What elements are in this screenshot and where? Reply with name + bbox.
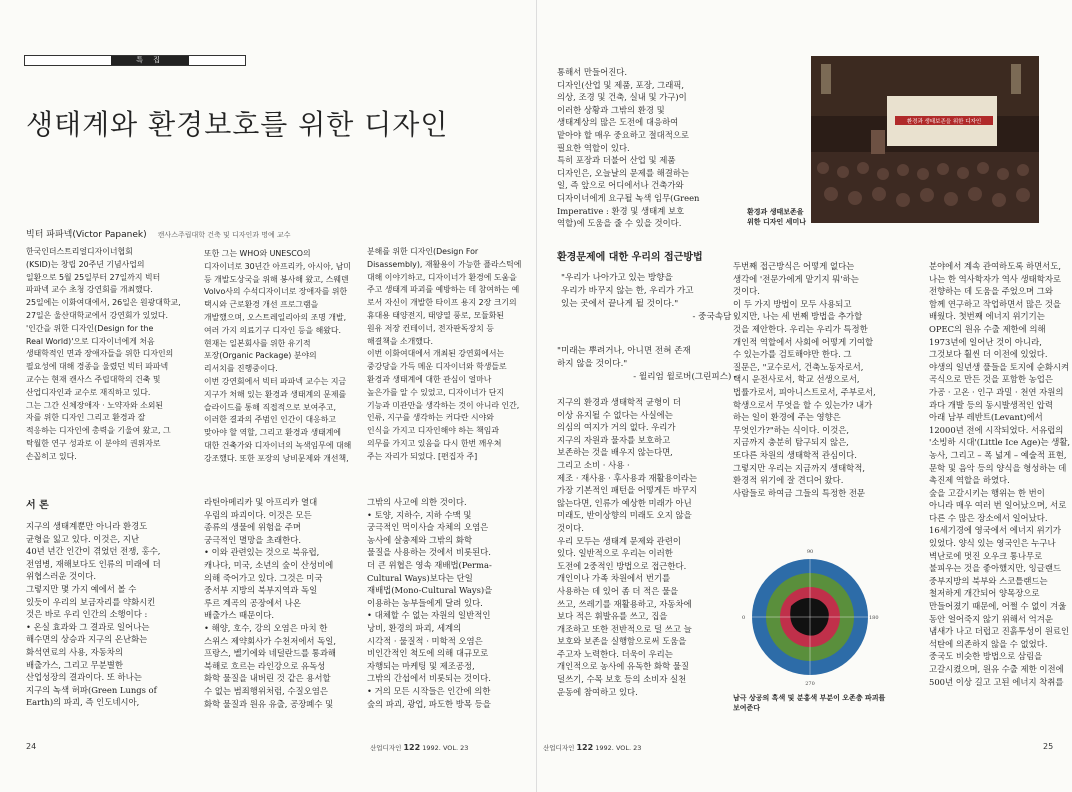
photo-banner-text: 환경과 생태보존을 위한 디자인 (906, 119, 982, 125)
article-title: 생태계와 환경보호를 위한 디자인 (26, 108, 449, 141)
seminar-photo (811, 56, 1039, 223)
ozone-map-graphic (741, 548, 879, 686)
footer-magazine-left (370, 743, 468, 752)
author-name: 빅터 파파넥(Victor Papanek) (26, 230, 147, 240)
issue-number: 122 (403, 743, 421, 752)
quote-1-source: - 중국속담 - (692, 312, 737, 322)
right-column-3: 분야에서 계속 관여하도록 하면서도, 나는 한 역사학자가 역사 생태학자로 전향하는 데 도움을 주었으며 그와 함께 연구하고 작업하면서 많은 것을 배웠다. 첫번째 에너지 위기기는 OPEC의 원유 수출 제한에 의해 1973년에 일어난 것이 아니라, 그것보다 훨씬 더 이전에 있었다. 야생의 일년생 풀들을 토지에 순화시켜 곡식으로 만든 것을 포함한 농업은 가공 · 고온 · 인구 과밀 · 천연 자원의 과다 개발 등의 동시발생적인 압력 아래 남부 레반트(Levant)에서 12000년 전에 시작되었다. 서유럽의 '소빙하 시대'(Little Ice Age)는 생활, 농사, 그리고 – 폭 넓게 – 예술적 표현, 문학 및 음악 등의 양식을 형성하는 데 촉진제 역할을 하였다. 숲을 고갈시키는 행위는 한 번이 아니라 매우 여러 번 일어났으며, 서로 다른 수 많은 장소에서 일어났다. 16세기경에 영국에서 에너지 위기가 있었다. 양식 있는 영국인은 누구나 벽난로에 멋진 오우크 통나무로 불피우는 것을 좋아했지만, 잉글랜드 중부지방의 북부와 스코틀랜드는 철저하게 개간되어 양목장으로 만들어졌기 때문에, 어쩔 수 없이 겨울 동안 얼어죽지 않기 위해서 억겨운 냄새가 나고 더럽고 진흙투성이 원료인 석탄에 의존하지 않을 수 없었다. 중국도 비슷한 방법으로 삼림을 고갈시켰으며, 원유 수출 제한 이전에 500년 이상 길고 고된 에너지 착취를 (929, 261, 1071, 687)
preface-column-3: 그밖의 사고에 의한 것이다. • 토양, 지하수, 지하 수맥 및 궁극적인 먹이사슬 자체의 오염은 농사에 살충제와 그밖의 화학 물질을 사용하는 것에서 비롯된다. 더 큰 위협은 영속 재배법(Perma- Cultural Ways)보다는 단일 재배법(Mono-Cultural Ways)을 이용하는 농부들에게 달려 있다. • 대체할 수 없는 자원의 일반적인 낭비, 환경의 파괴, 세계의 시각적 · 물질적 · 미학적 오염은 비인간적인 척도에 의해 대규모로 자행되는 마케팅 및 제조공정, 그밖의 간섭에서 비롯되는 것이다. • 거의 모든 시작들은 인간에 의한 숲의 파괴, 광업, 파도한 방목 등을 (367, 497, 493, 709)
map-label-right: 180 (869, 615, 879, 621)
quote-2: "미래는 뿌려거나, 아니면 전혀 존재 하지 않을 것이다." (557, 346, 691, 369)
map-caption: 남극 상공의 흑색 및 분홍색 부분이 오존층 파괴를 보여준다 (733, 694, 886, 712)
map-label-bottom: 270 (805, 681, 815, 686)
page-number-left: 24 (26, 742, 37, 751)
right-column-1-body: 지구의 환경과 생태학적 균형이 더 이상 유지될 수 없다는 사실에는 의심의 여지가 거의 없다. 우리가 지구의 자원과 물자를 보호하고 보존하는 것을 배우지 않는다면, 그리고 소비 · 사용 · 제조 · 재사용 · 후사용과 재활용이라는 가장 기본적인 패턴을 어떻게든 바꾸지 않는다면, 인류가 예상한 미래가 아닌 미래도, 반이상향의 미래도 오지 않을 것이다. 우리 모두는 생태계 문제와 관련이 있다. 일반적으로 우리는 이러한 도전에 2중적인 방법으로 접근한다. 개인이나 가족 차원에서 번기를 사용하는 데 있어 좀 더 적은 물을 쓰고, 쓰레기를 재활용하고, 자동차에 보다 적은 휘발유를 쓰고, 집을 개조하고 또한 전반적으로 덜 쓰고 늘 보호와 보존을 실행함으로써 도움을 주고자 노력한다. 더욱이 우리는 개인적으로 농사에 유독한 화학 물질 덜쓰기, 수목 보호 등의 소비자 실천 운동에 참여하고 있다. (557, 397, 698, 697)
issue-number: 122 (576, 743, 594, 752)
footer-magazine-right (543, 743, 641, 752)
intro-column-2: 또한 그는 WHO와 UNESCO의 디자이너로 30년간 아프리카, 아시아, 남미 등 개발도상국을 위해 봉사해 왔고, 스웨덴 Volvo사의 수석디자이너로 장애자를 위한 택시와 근로환경 개선 프로그램을 개발했으며, 오스트레일리아의 조명 개발, 여러 가지 의료기구 디자인 등을 해왔다. 현재는 일본회사를 위한 유기적 포장(Organic Package) 분야의 리서치를 진행중이다. 이번 강연회에서 빅터 파파넥 교수는 지금 지구가 처해 있는 환경과 생태계의 문제를 슬라이드를 통해 직접적으로 보여주고, 이러한 결과의 주범인 인간이 대응하고 맞아야 할 역할, 그리고 환경과 생태계에 대한 건축가와 디자이너의 녹색임무에 대해 강조했다. 또한 포장의 낭비문제와 개선책, (204, 249, 352, 463)
section2-heading: 환경문제에 대한 우리의 접근방법 (557, 252, 703, 263)
preface-column-2: 라틴아메리카 및 아프리카 열대 우림의 파괴이다. 이것은 모든 종류의 생물에 위험을 주며 궁극적인 멸망을 초래한다. • 이와 관련있는 것으로 북유럽, 캐나다, 미국, 소년의 숲이 산성비에 의해 죽어가고 있다. 그것은 미국 중서부 지방의 북부지역과 독일 루르 계곡의 공장에서 나온 배출가스 때문이다. • 해양, 호수, 강의 오염은 마치 한 스위스 제약회사가 수천저에서 독일, 프랑스, 벨기에와 네덜란드를 통과해 북해로 흐르는 라인강으로 유독성 화학 물질을 내버린 것 같은 용서할 수 없는 범죄행위처럼, 수질오염은 화학 물질과 원유 유출, 공장폐수 및 (204, 497, 337, 709)
preface-heading: 서 론 (26, 500, 49, 511)
quote-2-source: - 윌리엄 윌로버(그린피스) - (633, 372, 737, 382)
feature-label: 특 집 (111, 56, 189, 65)
byline (26, 222, 291, 241)
seminar-photo-graphic (811, 56, 1039, 223)
quote-1: "우리가 나아가고 있는 방향을 우리가 바꾸지 않는 한, 우리가 가고 있는 곳에서 끝나게 될 것이다." (561, 273, 694, 309)
intro-column-3: 분해를 위한 디자인(Design For Disassembly), 재활용이 가능한 플라스틱에 대해 이야기하고, 디자이너가 환경에 도움을 주고 생태계 파괴를 예방하는 데 참여하는 예 로서 자신이 개발한 타이프 용지 2장 크기의 휴대용 태양전지, 태양열 풍로, 모듈화된 원유 저장 컨테이너, 전자판독장치 등 해결책을 소개했다. 이번 이화여대에서 개최된 강연회에서는 중강당을 가득 메운 디자이너와 학생들로 환경과 생태계에 대한 관심이 얼마나 높은가를 알 수 있었고, 디자이너가 단지 기능과 미관만을 생각하는 것이 아니라 인간, 인류, 지구를 생각하는 커다란 시야와 인식을 가지고 디자인해야 하는 책임과 의무를 가지고 있음을 다시 한번 깨우쳐 주는 자리가 되었다. [편집자 주] (367, 247, 522, 461)
author-affiliation: 캔사스주립대학 건축 및 디자인과 명예 교수 (157, 231, 291, 239)
ozone-map (741, 548, 879, 686)
magazine-name: 산업디자인 (543, 744, 575, 752)
map-label-top: 90 (806, 549, 814, 555)
preface-column-1: 지구의 생태계뿐만 아니라 환경도 균형을 잃고 있다. 이것은, 지난 40년 년간 인간이 겪었던 전쟁, 홍수, 전염병, 재해보다도 인류의 미래에 더 위협스러운 것이다. 그렇지만 몇 가지 예에서 볼 수 있듯이 우리의 보금자리를 약화시킨 것은 바로 우리 인간의 소행이다 : • 온실 효과와 그 결과로 일어나는 해수면의 상승과 지구의 온난화는 화석연료의 사용, 자동차의 배출가스, 그리고 무분별한 산업성장의 결과이다. 또 하나는 지구의 녹색 허파(Green Lungs of Earth)의 파괴, 즉 인도네시아, (26, 521, 161, 708)
intro-column-1: 한국인더스트리얼디자이너협회 (KSID)는 창립 20주년 기념사업의 일환으로 5월 25일부터 27일까지 빅터 파파넥 교수 초청 강연회를 개최했다. 25일에는 이화여대에서, 26일은 원광대학교, 27일은 울산대학교에서 강연회가 있었다. '인간을 위한 디자인(Design for the Real World)'으로 디자이너에게 처음 생태학적인 면과 장애자들을 위한 디자인의 필요성에 대해 경종을 울렸던 빅터 파파넥 교수는 현재 캔사스 주립대학의 건축 및 산업디자인과 교수로 재직하고 있다. 그는 그간 신체장애자 · 노약자와 소외된 자를 위한 디자인 그리고 환경과 잘 적응하는 디자인에 총력을 기울여 왔고, 그 탁월한 연구 성과로 이 분야의 권위자로 손꼽히고 있다. (26, 247, 181, 461)
photo-caption: 환경과 생태보존을 위한 디자인 세미나 (747, 208, 806, 226)
feature-bar (24, 55, 246, 66)
magazine-name: 산업디자인 (370, 744, 402, 752)
map-label-left: 0 (742, 615, 746, 621)
right-column-1-top: 통해서 만들어진다. 디자인(산업 및 제품, 포장, 그래픽, 의상, 조경 및 건축, 실내 및 가구)이 이러한 상황과 그밖의 환경 및 생태계상의 많은 도전에 대응하여 맡아야 할 매우 중요하고 절대적으로 필요한 역할이 있다. 특히 포장과 더불어 산업 및 제품 디자인은, 오늘날의 문제를 해결하는 일, 즉 앞으로 어디에서나 건축가와 디자이너에게 요구될 녹색 임무(Green Imperative : 환경 및 생태계 보호 역할)에 도움을 줄 수 있을 것이다. (557, 67, 700, 229)
right-column-2: 두번째 접근방식은 어떻게 없다는 생각에 '전문가에게 맡기지 뭐'하는 것이다. 이 두 가지 방법이 모두 사용되고 있지만, 나는 세 번째 방법을 추가할 것을 제안한다. 우리는 우리가 특정한 개인적 역할에서 사회에 어떻게 기여할 수 있는가를 검토해야만 한다. 그 질문은, "교수로서, 건축노동자로서, 택시 운전사로서, 학교 선생으로서, 법률가로서, 피아니스트로서, 주부로서, 학생으로서 무엇을 할 수 있는가? 내가 하는 일이 환경에 주는 영향은 무엇인가?"하는 식이다. 이것은, 지금까지 충분히 탐구되지 않은, 또다른 차원의 생태학적 관심이다. 그렇지만 우리는 지금까지 생태학적, 환경적 위기에 잘 견디어 왔다. 사람들로 하여금 그들의 특정한 전문 (733, 261, 876, 498)
year-volume: 1992. VOL. 23 (595, 744, 642, 752)
page-number-right: 25 (1043, 742, 1054, 751)
year-volume: 1992. VOL. 23 (422, 744, 469, 752)
